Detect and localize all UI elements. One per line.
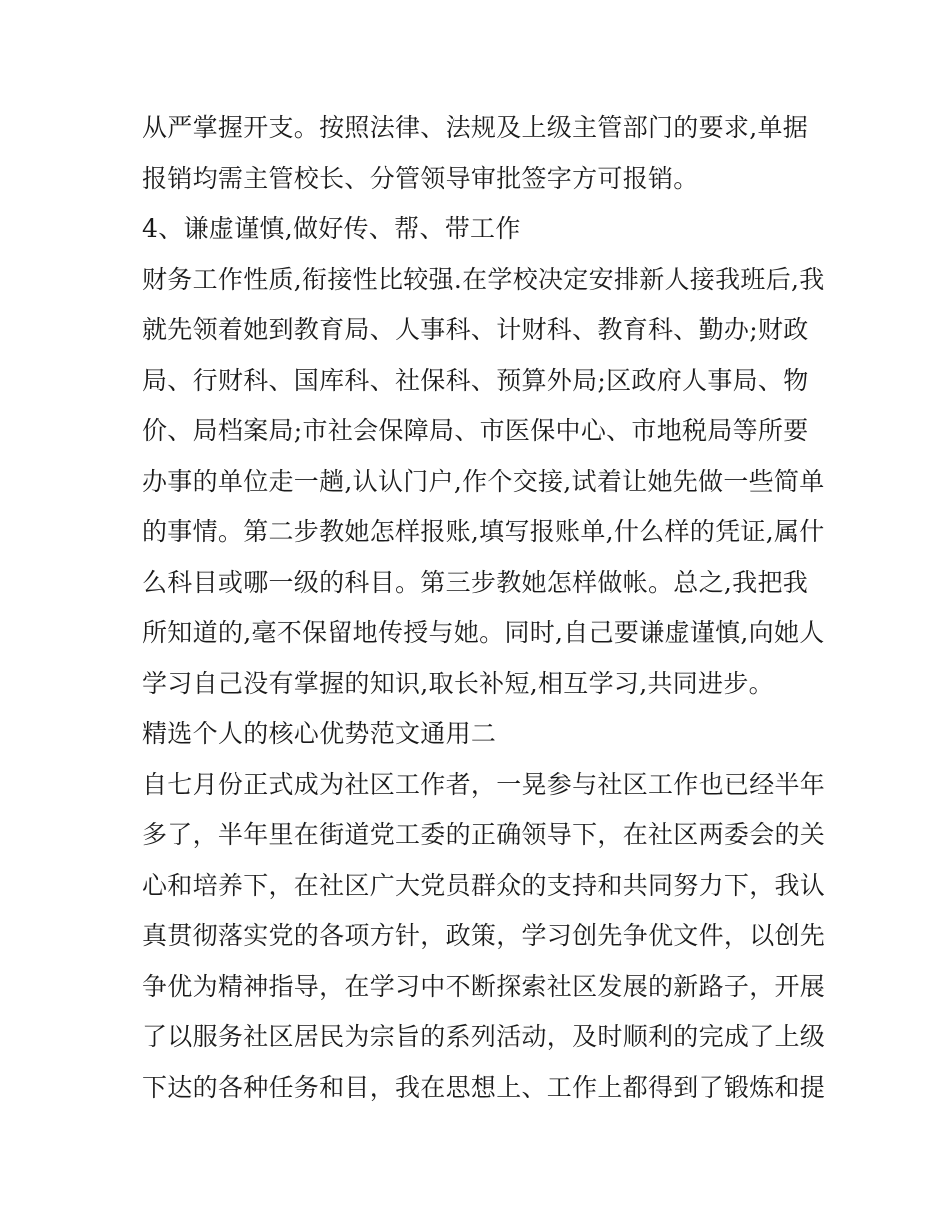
text-line: 学习自己没有掌握的知识,取长补短,相互学习,共同进步。 bbox=[142, 668, 774, 698]
text-line: 局、行财科、国库科、社保科、预算外局;区政府人事局、物 bbox=[142, 365, 809, 395]
text-line: 自七月份正式成为社区工作者，一晃参与社区工作也已经半年 bbox=[142, 769, 826, 799]
text-line: 报销均需主管校长、分管领导审批签字方可报销。 bbox=[142, 163, 699, 193]
section-heading: 精选个人的核心优势范文通用二 bbox=[142, 719, 497, 748]
text-line: 争优为精神指导，在学习中不断探索社区发展的新路子，开展 bbox=[142, 971, 826, 1001]
text-line: 下达的各种任务和目，我在思想上、工作上都得到了锻炼和提 bbox=[142, 1072, 826, 1102]
text-line: 就先领着她到教育局、人事科、计财科、教育科、勤办;财政 bbox=[142, 315, 809, 344]
document-body bbox=[142, 103, 826, 1113]
section-heading: 4、谦虚谨慎,做好传、帮、带工作 bbox=[142, 214, 521, 243]
text-line: 真贯彻落实党的各项方针，政策，学习创先争优文件，以创先 bbox=[142, 921, 826, 950]
text-line: 多了，半年里在街道党工委的正确领导下，在社区两委会的关 bbox=[142, 820, 826, 849]
text-line: 么科目或哪一级的科目。第三步教她怎样做帐。总之,我把我 bbox=[142, 567, 809, 597]
text-line: 价、局档案局;市社会保障局、市医保中心、市地税局等所要 bbox=[142, 416, 809, 445]
text-line: 的事情。第二步教她怎样报账,填写报账单,什么样的凭证,属什 bbox=[142, 517, 825, 546]
text-line: 了以服务社区居民为宗旨的系列活动，及时顺利的完成了上级 bbox=[142, 1022, 826, 1051]
text-line: 从严掌握开支。按照法律、法规及上级主管部门的要求,单据 bbox=[142, 113, 809, 142]
text-line: 财务工作性质,衔接性比较强.在学校决定安排新人接我班后,我 bbox=[142, 264, 825, 294]
text-line: 所知道的,毫不保留地传授与她。同时,自己要谦虚谨慎,向她人 bbox=[142, 618, 825, 647]
text-line: 办事的单位走一趟,认认门户,作个交接,试着让她先做一些简单 bbox=[142, 466, 825, 496]
text-line: 心和培养下，在社区广大党员群众的支持和共同努力下，我认 bbox=[142, 870, 826, 900]
